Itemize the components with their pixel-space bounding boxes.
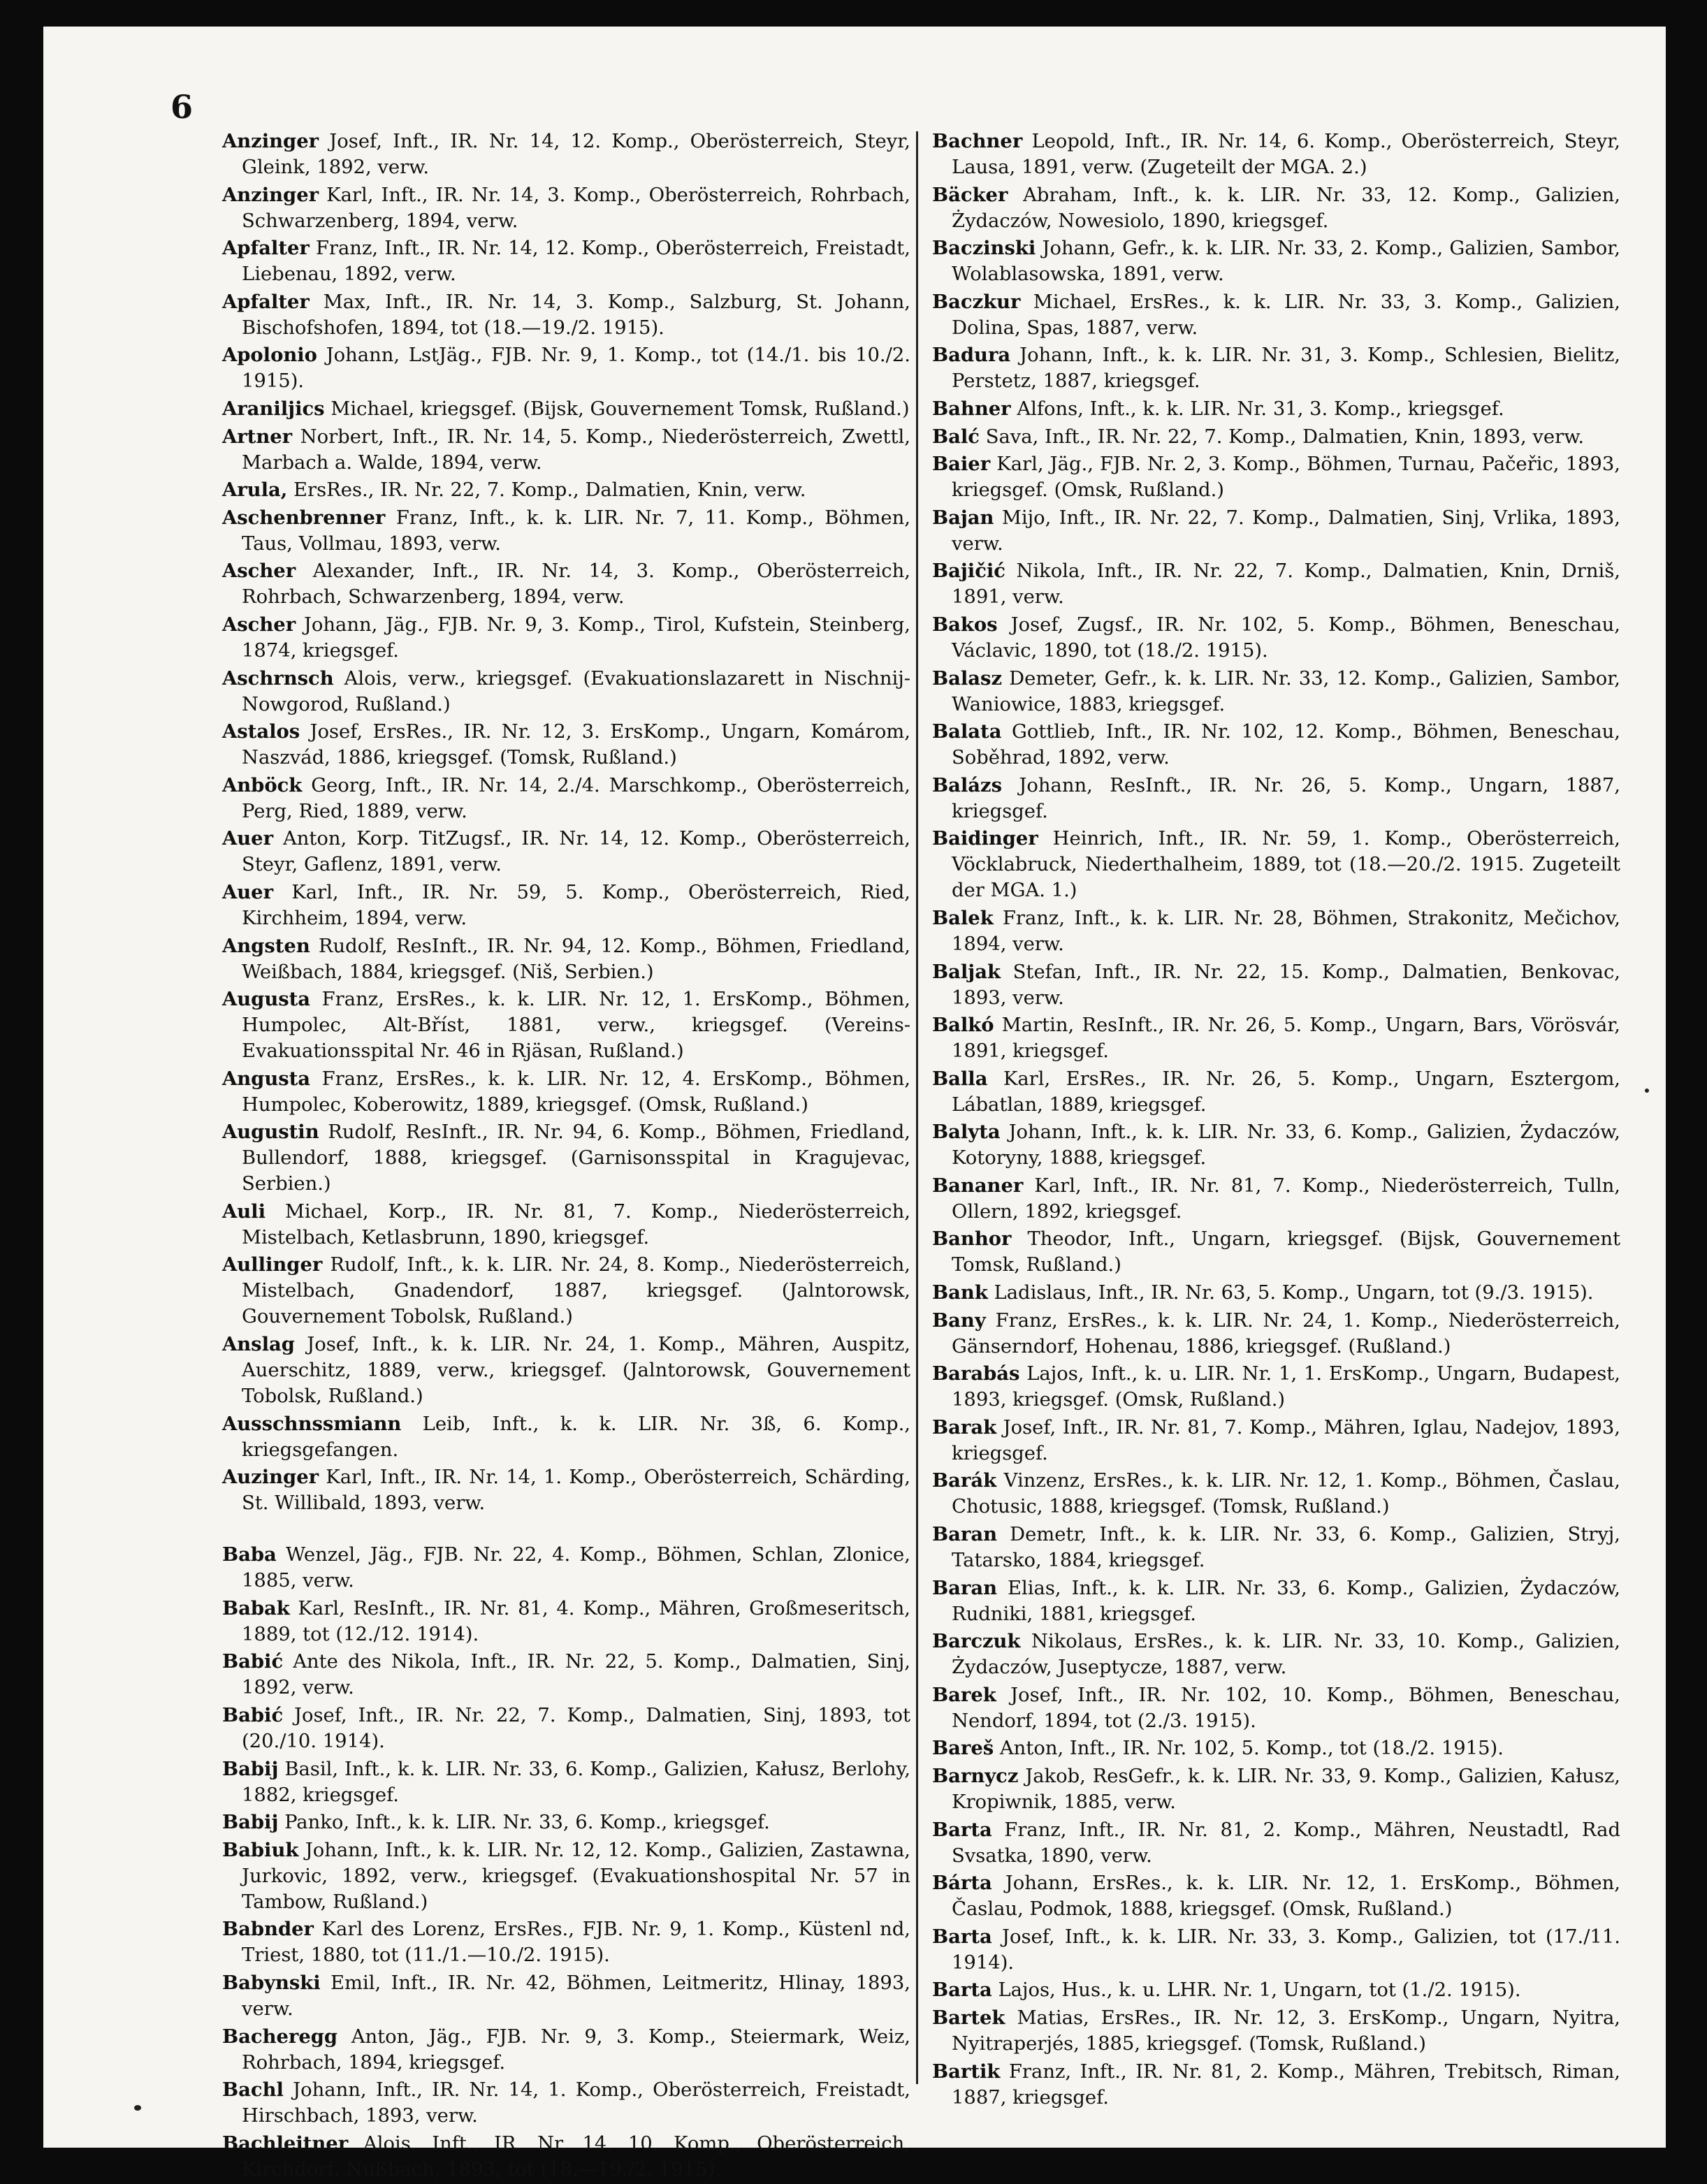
- register-entry: [222, 558, 910, 610]
- entry-details: Franz, Inft., IR. Nr. 14, 12. Komp., Oberösterreich, Freistadt, Liebenau, 1892, verw.: [242, 238, 910, 286]
- entry-details: Johann, Inft., IR. Nr. 14, 1. Komp., Oberösterreich, Freistadt, Hirschbach, 1893, verw.: [242, 2079, 910, 2127]
- register-entry: [932, 1870, 1620, 1922]
- entry-details: Johann, Gefr., k. k. LIR. Nr. 33, 2. Komp., Galizien, Sambor, Wolablasowska, 1891, verw.: [952, 238, 1620, 286]
- entry-surname: Ascher: [222, 560, 296, 583]
- entry-surname: Babij: [222, 1811, 279, 1834]
- register-entry: [932, 289, 1620, 341]
- entry-details: Franz, Inft., k. k. LIR. Nr. 7, 11. Komp., Böhmen, Taus, Vollmau, 1893, verw.: [242, 507, 910, 555]
- ink-speck: [134, 2105, 141, 2111]
- entry-details: Alfons, Inft., k. k. LIR. Nr. 31, 3. Komp., kriegsgef.: [1017, 398, 1504, 420]
- entry-details: Sava, Inft., IR. Nr. 22, 7. Komp., Dalmatien, Knin, 1893, verw.: [985, 425, 1585, 448]
- entry-surname: Babynski: [222, 1972, 321, 1994]
- entry-details: Karl, Inft., IR. Nr. 59, 5. Komp., Oberösterreich, Ried, Kirchheim, 1894, verw.: [242, 881, 911, 929]
- register-entry: [932, 959, 1620, 1011]
- entry-surname: Baran: [932, 1576, 997, 1599]
- entry-surname: Babnder: [222, 1918, 314, 1941]
- entry-details: Karl des Lorenz, ErsRes., FJB. Nr. 9, 1. Komp., Küstenl nd, Triest, 1880, tot (11./1.—10./2. 1915).: [242, 1919, 910, 1967]
- entry-details: Josef, Zugsf., IR. Nr. 102, 5. Komp., Böhmen, Beneschau, Václavic, 1890, tot (18./2. 1915).: [952, 613, 1620, 662]
- entry-surname: Anslag: [222, 1333, 295, 1356]
- register-entry: [222, 1916, 910, 1968]
- entry-details: Michael, ErsRes., k. k. LIR. Nr. 33, 3. Komp., Galizien, Dolina, Spas, 1887, verw.: [952, 291, 1620, 339]
- entry-details: Vinzenz, ErsRes., k. k. LIR. Nr. 12, 1. Komp., Böhmen, Časlau, Chotusic, 1888, kriegsgef. (Tomsk, Rußland.): [952, 1470, 1620, 1518]
- register-entry: [932, 1415, 1620, 1466]
- entry-details: Johann, Inft., k. k. LIR. Nr. 33, 6. Komp., Galizien, Żydaczów, Kotoryny, 1888, kriegsgef.: [952, 1121, 1620, 1170]
- entry-surname: Barabás: [932, 1362, 1020, 1385]
- register-entry: [222, 2077, 910, 2129]
- entry-surname: Auli: [222, 1200, 266, 1223]
- entry-details: Josef, Inft., IR. Nr. 81, 7. Komp., Mähren, Iglau, Nadejov, 1893, kriegsgef.: [952, 1416, 1620, 1464]
- entry-details: Johann, LstJäg., FJB. Nr. 9, 1. Komp., tot (14./1. bis 10./2. 1915).: [242, 344, 911, 393]
- entry-details: Johann, Inft., k. k. LIR. Nr. 12, 12. Komp., Galizien, Zastawna, Jurkovic, 1892, verw., kriegsgef. (Evakuationshospital Nr. 57 in Tambow, Rußland.): [242, 1839, 910, 1913]
- entry-details: Franz, ErsRes., k. k. LIR. Nr. 12, 1. ErsKomp., Böhmen, Humpolec, Alt-Bříst, 1881, verw., kriegsgef. (Vereins-Evakuationsspital Nr. 46 in Rjäsan, Rußland.): [242, 989, 911, 1063]
- entry-details: Leib, Inft., k. k. LIR. Nr. 3ß, 6. Komp., kriegsgefangen.: [242, 1413, 910, 1461]
- entry-surname: Angusta: [222, 1067, 311, 1090]
- register-entry: [932, 1226, 1620, 1278]
- entry-surname: Bahner: [932, 397, 1011, 420]
- register-entry: [222, 1596, 910, 1647]
- entry-surname: Babiuk: [222, 1838, 299, 1861]
- register-entry: [932, 719, 1620, 771]
- entry-surname: Bartik: [932, 2060, 1001, 2083]
- entry-details: Abraham, Inft., k. k. LIR. Nr. 33, 12. Komp., Galizien, Żydaczów, Nowesiolo, 1890, kriegsgef.: [952, 184, 1620, 232]
- entry-details: Demeter, Gefr., k. k. LIR. Nr. 33, 12. Komp., Galizien, Sambor, Waniowice, 1883, kriegsgef.: [952, 667, 1620, 715]
- entry-details: Franz, ErsRes., k. k. LIR. Nr. 12, 4. ErsKomp., Böhmen, Humpolec, Koberowitz, 1889, kriegsgef. (Omsk, Rußland.): [242, 1068, 911, 1116]
- register-entry: [932, 505, 1620, 557]
- entry-details: Gottlieb, Inft., IR. Nr. 102, 12. Komp., Böhmen, Beneschau, Soběhrad, 1892, verw.: [952, 721, 1620, 769]
- register-entry: [222, 129, 910, 180]
- register-entry: [932, 1012, 1620, 1064]
- entry-surname: Balkó: [932, 1014, 994, 1037]
- entry-surname: Barek: [932, 1683, 996, 1706]
- entry-details: Nikolaus, ErsRes., k. k. LIR. Nr. 33, 10. Komp., Galizien, Żydaczów, Juseptycze, 1887, verw.: [952, 1631, 1620, 1679]
- entry-surname: Astalos: [222, 720, 300, 743]
- ink-speck: [1645, 1089, 1649, 1093]
- entry-details: Theodor, Inft., Ungarn, kriegsgef. (Bijsk, Gouvernement Tomsk, Rußland.): [952, 1228, 1620, 1276]
- entry-details: Jakob, ResGefr., k. k. LIR. Nr. 33, 9. Komp., Galizien, Kałusz, Kropiwnik, 1885, verw.: [952, 1766, 1620, 1813]
- register-entry: [222, 505, 910, 557]
- register-entry: [932, 1308, 1620, 1360]
- entry-details: Heinrich, Inft., IR. Nr. 59, 1. Komp., Oberösterreich, Vöcklabruck, Niederthalheim, 1889, tot (18.—20./2. 1915. Zugeteilt der MGA. 1.): [952, 828, 1620, 902]
- entry-details: Georg, Inft., IR. Nr. 14, 2./4. Marschkomp., Oberösterreich, Perg, Ried, 1889, verw.: [242, 774, 910, 822]
- entry-surname: Bareš: [932, 1737, 994, 1760]
- register-entry: [222, 1756, 910, 1808]
- entry-details: Karl, Inft., IR. Nr. 81, 7. Komp., Niederösterreich, Tulln, Ollern, 1892, kriegsgef.: [952, 1174, 1620, 1223]
- entry-details: Mijo, Inft., IR. Nr. 22, 7. Komp., Dalmatien, Sinj, Vrlika, 1893, verw.: [952, 507, 1620, 555]
- register-entry: [932, 773, 1620, 824]
- entry-details: Emil, Inft., IR. Nr. 42, Böhmen, Leitmeritz, Hlinay, 1893, verw.: [242, 1972, 910, 2020]
- register-entry: [222, 1970, 910, 2022]
- entry-surname: Anzinger: [222, 130, 319, 152]
- entry-details: ErsRes., IR. Nr. 22, 7. Komp., Dalmatien, Knin, verw.: [293, 479, 806, 502]
- register-entry: [932, 1361, 1620, 1413]
- register-entry: [222, 477, 910, 503]
- entry-details: Johann, Inft., k. k. LIR. Nr. 31, 3. Komp., Schlesien, Bielitz, Perstetz, 1887, kriegsgef.: [952, 344, 1620, 393]
- register-entry: [932, 558, 1620, 610]
- left-column: [222, 129, 910, 2184]
- register-entry: [222, 289, 910, 341]
- entry-surname: Barak: [932, 1415, 997, 1439]
- register-entry: [932, 342, 1620, 394]
- register-entry: [932, 905, 1620, 957]
- entry-details: Leopold, Inft., IR. Nr. 14, 6. Komp., Oberösterreich, Steyr, Lausa, 1891, verw. (Zugeteilt der MGA. 2.): [952, 131, 1620, 178]
- entry-details: Max, Inft., IR. Nr. 14, 3. Komp., Salzburg, St. Johann, Bischofshofen, 1894, tot (18.—19./2. 1915).: [242, 291, 910, 339]
- entry-details: Rudolf, Inft., k. k. LIR. Nr. 24, 8. Komp., Niederösterreich, Mistelbach, Gnadendorf, 1887, kriegsgef. (Jalntorowsk, Gouvernement Tobolsk, Rußland.): [242, 1254, 910, 1328]
- entry-details: Lajos, Hus., k. u. LHR. Nr. 1, Ungarn, tot (1./2. 1915).: [998, 1979, 1521, 2002]
- register-entry: [932, 1522, 1620, 1573]
- entry-details: Josef, Inft., k. k. LIR. Nr. 33, 3. Komp., Galizien, tot (17./11. 1914).: [952, 1925, 1620, 1974]
- entry-details: Martin, ResInft., IR. Nr. 26, 5. Komp., Ungarn, Bars, Vörösvár, 1891, kriegsgef.: [952, 1014, 1620, 1063]
- entry-details: Basil, Inft., k. k. LIR. Nr. 33, 6. Komp., Galizien, Kałusz, Berlohy, 1882, kriegsgef.: [242, 1758, 911, 1806]
- entry-surname: Baba: [222, 1543, 277, 1566]
- entry-details: Franz, ErsRes., k. k. LIR. Nr. 24, 1. Komp., Niederösterreich, Gänserndorf, Hohenau, 1886, kriegsgef. (Rußland.): [952, 1309, 1620, 1357]
- entry-surname: Augusta: [222, 988, 311, 1011]
- entry-surname: Barta: [932, 1818, 992, 1841]
- entry-details: Ante des Nikola, Inft., IR. Nr. 22, 5. Komp., Dalmatien, Sinj, 1892, verw.: [242, 1651, 910, 1699]
- register-entry: [932, 1280, 1620, 1306]
- entry-surname: Auer: [222, 827, 274, 850]
- register-entry: [932, 1066, 1620, 1118]
- entry-surname: Apfalter: [222, 237, 310, 260]
- entry-surname: Balć: [932, 425, 980, 448]
- register-entry: [222, 719, 910, 771]
- entry-surname: Arula,: [222, 479, 288, 502]
- entry-details: Ladislaus, Inft., IR. Nr. 63, 5. Komp., Ungarn, tot (9./3. 1915).: [994, 1282, 1594, 1304]
- entry-surname: Bartek: [932, 2006, 1005, 2029]
- entry-surname: Araniljics: [222, 397, 325, 420]
- entry-details: Norbert, Inft., IR. Nr. 14, 5. Komp., Niederösterreich, Zwettl, Marbach a. Walde, 1894, verw.: [242, 425, 910, 474]
- entry-details: Karl, ErsRes., IR. Nr. 26, 5. Komp., Ungarn, Esztergom, Lábatlan, 1889, kriegsgef.: [952, 1068, 1620, 1116]
- entry-details: Franz, Inft., IR. Nr. 81, 2. Komp., Mähren, Trebitsch, Riman, 1887, kriegsgef.: [952, 2060, 1620, 2109]
- entry-details: Josef, Inft., IR. Nr. 22, 7. Komp., Dalmatien, Sinj, 1893, tot (20./10. 1914).: [242, 1705, 910, 1753]
- register-entry: [222, 2024, 910, 2076]
- entry-surname: Bakos: [932, 613, 998, 636]
- register-entry: [932, 1817, 1620, 1869]
- register-entry: [932, 182, 1620, 234]
- register-entry: [932, 1575, 1620, 1627]
- entry-surname: Balata: [932, 720, 1002, 743]
- entry-surname: Balasz: [932, 667, 1003, 690]
- register-entry: [222, 396, 910, 422]
- register-entry: [222, 826, 910, 878]
- register-entry: [932, 1924, 1620, 1976]
- register-entry: [932, 1735, 1620, 1761]
- entry-surname: Bárta: [932, 1872, 992, 1895]
- entry-details: Alois, verw., kriegsgef. (Evakuationslazarett in Nischnij-Nowgorod, Rußland.): [242, 667, 910, 715]
- entry-details: Rudolf, ResInft., IR. Nr. 94, 12. Komp., Böhmen, Friedland, Weißbach, 1884, kriegsgef. (Niš, Serbien.): [242, 935, 910, 983]
- entry-surname: Barnycz: [932, 1765, 1019, 1787]
- entry-details: Matias, ErsRes., IR. Nr. 12, 3. ErsKomp., Ungarn, Nyitra, Nyitraperjés, 1885, kriegsgef. (Tomsk, Rußland.): [952, 2007, 1620, 2055]
- entry-surname: Babić: [222, 1650, 284, 1673]
- entry-details: Rudolf, ResInft., IR. Nr. 94, 6. Komp., Böhmen, Friedland, Bullendorf, 1888, kriegsgef. (Garnisonsspital in Kragujevac, Serbien.): [242, 1121, 910, 1195]
- register-entry: [932, 396, 1620, 422]
- register-entry: [222, 666, 910, 718]
- entry-details: Nikola, Inft., IR. Nr. 22, 7. Komp., Dalmatien, Knin, Drniš, 1891, verw.: [952, 560, 1620, 609]
- register-entry: [932, 1682, 1620, 1734]
- register-entry: [932, 1763, 1620, 1815]
- entry-details: Michael, kriegsgef. (Bijsk, Gouvernement Tomsk, Rußland.): [330, 398, 910, 420]
- entry-details: Franz, Inft., k. k. LIR. Nr. 28, Böhmen, Strakonitz, Mečichov, 1894, verw.: [952, 907, 1620, 955]
- entry-details: Lajos, Inft., k. u. LIR. Nr. 1, 1. ErsKomp., Ungarn, Budapest, 1893, kriegsgef. (Omsk, Rußland.): [952, 1363, 1620, 1411]
- register-entry: [222, 1199, 910, 1251]
- entry-surname: Anzinger: [222, 183, 319, 206]
- entry-details: Johann, Jäg., FJB. Nr. 9, 3. Komp., Tirol, Kufstein, Steinberg, 1874, kriegsgef.: [242, 613, 910, 662]
- entry-surname: Apfalter: [222, 290, 310, 313]
- entry-surname: Balla: [932, 1067, 988, 1090]
- document-page: [43, 27, 1666, 2181]
- entry-surname: Ascher: [222, 613, 296, 636]
- entry-details: Anton, Inft., IR. Nr. 102, 5. Komp., tot (18./2. 1915).: [999, 1738, 1504, 1760]
- register-entry: [222, 1837, 910, 1915]
- entry-surname: Anböck: [222, 773, 303, 796]
- entry-surname: Aschrnsch: [222, 667, 334, 690]
- entry-details: Josef, Inft., k. k. LIR. Nr. 24, 1. Komp., Mähren, Auspitz, Auerschitz, 1889, verw., kriegsgef. (Jalntorowsk, Gouvernement Tobolsk, Rußland.): [242, 1334, 910, 1408]
- register-entry: [932, 1629, 1620, 1680]
- entry-surname: Baljak: [932, 960, 1001, 983]
- entry-details: Johann, ErsRes., k. k. LIR. Nr. 12, 1. ErsKomp., Böhmen, Časlau, Podmok, 1888, kriegsgef. (Omsk, Rußland.): [952, 1872, 1620, 1921]
- entry-details: Josef, ErsRes., IR. Nr. 12, 3. ErsKomp., Ungarn, Komárom, Naszvád, 1886, kriegsgef. (Tomsk, Rußland.): [242, 721, 910, 769]
- register-entry: [222, 1119, 910, 1197]
- entry-details: Elias, Inft., k. k. LIR. Nr. 33, 6. Komp., Galizien, Żydaczów, Rudniki, 1881, kriegsgef.: [952, 1577, 1620, 1625]
- register-entry: [222, 1810, 910, 1835]
- entry-details: Johann, ResInft., IR. Nr. 26, 5. Komp., Ungarn, 1887, kriegsgef.: [952, 774, 1620, 822]
- register-entry: [222, 1464, 910, 1516]
- entry-surname: Baran: [932, 1523, 997, 1546]
- entry-surname: Balázs: [932, 773, 1003, 796]
- entry-surname: Artner: [222, 425, 293, 448]
- register-entry: [222, 182, 910, 234]
- entry-details: Alexander, Inft., IR. Nr. 14, 3. Komp., Oberösterreich, Rohrbach, Schwarzenberg, 1894, verw.: [242, 560, 910, 609]
- register-entry: [932, 826, 1620, 903]
- entry-surname: Barczuk: [932, 1630, 1021, 1653]
- entry-details: Karl, Inft., IR. Nr. 14, 3. Komp., Oberösterreich, Rohrbach, Schwarzenberg, 1894, verw.: [242, 184, 910, 232]
- register-entry: [932, 129, 1620, 180]
- register-entry: [222, 1252, 910, 1330]
- entry-surname: Bacheregg: [222, 2025, 338, 2048]
- entry-surname: Bachl: [222, 2079, 284, 2102]
- entry-surname: Aullinger: [222, 1253, 323, 1276]
- entry-surname: Bananer: [932, 1174, 1024, 1197]
- entry-surname: Bank: [932, 1281, 988, 1304]
- entry-details: Karl, Inft., IR. Nr. 14, 1. Komp., Oberösterreich, Schärding, St. Willibald, 1893, verw.: [242, 1466, 910, 1515]
- register-entry: [222, 1703, 910, 1754]
- register-entry: [222, 773, 910, 824]
- register-entry: [932, 2005, 1620, 2057]
- entry-details: Franz, Inft., IR. Nr. 81, 2. Komp., Mähren, Neustadtl, Rad Svsatka, 1890, verw.: [952, 1819, 1620, 1867]
- entry-surname: Babić: [222, 1704, 284, 1727]
- entry-surname: Bajičić: [932, 560, 1005, 583]
- register-entry: [932, 1977, 1620, 2003]
- register-entry: [222, 933, 910, 985]
- register-entry: [932, 1119, 1620, 1171]
- entry-details: Karl, ResInft., IR. Nr. 81, 4. Komp., Mähren, Großmeseritsch, 1889, tot (12./12. 1914).: [242, 1597, 910, 1645]
- entry-surname: Auzinger: [222, 1466, 319, 1489]
- entry-surname: Baidinger: [932, 827, 1038, 850]
- entry-surname: Barta: [932, 1979, 992, 2002]
- register-entry: [932, 424, 1620, 450]
- entry-details: Michael, Korp., IR. Nr. 81, 7. Komp., Niederösterreich, Mistelbach, Ketlasbrunn, 1890, kriegsgef.: [242, 1200, 910, 1248]
- right-column: [932, 129, 1620, 2112]
- entry-surname: Baczinski: [932, 237, 1036, 260]
- entry-details: Wenzel, Jäg., FJB. Nr. 22, 4. Komp., Böhmen, Schlan, Zlonice, 1885, verw.: [242, 1544, 910, 1592]
- entry-details: Josef, Inft., IR. Nr. 102, 10. Komp., Böhmen, Beneschau, Nendorf, 1894, tot (2./3. 1915).: [952, 1684, 1620, 1732]
- register-entry: [932, 2059, 1620, 2111]
- entry-surname: Bajan: [932, 506, 994, 529]
- register-entry: [932, 1173, 1620, 1225]
- entry-details: Stefan, Inft., IR. Nr. 22, 15. Komp., Dalmatien, Benkovac, 1893, verw.: [952, 961, 1620, 1009]
- entry-surname: Apolonio: [222, 344, 317, 367]
- register-entry: [222, 1066, 910, 1118]
- entry-surname: Angsten: [222, 934, 310, 957]
- entry-surname: Balyta: [932, 1121, 1001, 1144]
- entry-details: Anton, Korp. TitZugsf., IR. Nr. 14, 12. Komp., Oberösterreich, Steyr, Gaflenz, 1891, verw.: [242, 828, 910, 876]
- register-entry: [222, 1411, 910, 1463]
- register-entry: [932, 235, 1620, 287]
- register-entry: [222, 1649, 910, 1701]
- register-entry: [932, 1468, 1620, 1520]
- register-entry: [222, 2131, 910, 2183]
- entry-surname: Ausschnssmiann: [222, 1412, 402, 1435]
- entry-surname: Baczkur: [932, 290, 1021, 313]
- entry-surname: Bachner: [932, 130, 1023, 152]
- entry-surname: Bachleitner: [222, 2132, 349, 2155]
- entry-surname: Badura: [932, 344, 1011, 367]
- entry-details: Demetr, Inft., k. k. LIR. Nr. 33, 6. Komp., Galizien, Stryj, Tatarsko, 1884, kriegsgef.: [952, 1524, 1620, 1572]
- entry-surname: Barta: [932, 1925, 992, 1948]
- entry-details: Anton, Jäg., FJB. Nr. 9, 3. Komp., Steiermark, Weiz, Rohrbach, 1894, kriegsgef.: [242, 2025, 910, 2074]
- register-entry: [222, 987, 910, 1064]
- register-entry: [222, 612, 910, 664]
- entry-details: Alois, Inft., IR. Nr. 14, 10. Komp., Oberösterreich, Kirchdorf, Nußbach, 1893, tot (18.—19./2. 1915).: [242, 2132, 910, 2181]
- entry-details: Josef, Inft., IR. Nr. 14, 12. Komp., Oberösterreich, Steyr, Gleink, 1892, verw.: [242, 131, 910, 178]
- register-entry: [222, 1542, 910, 1594]
- entry-surname: Barák: [932, 1469, 997, 1492]
- register-entry: [222, 424, 910, 476]
- register-entry: [222, 235, 910, 287]
- page-number: 6: [170, 88, 194, 126]
- entry-surname: Babak: [222, 1596, 290, 1619]
- entry-details: Panko, Inft., k. k. LIR. Nr. 33, 6. Komp., kriegsgef.: [284, 1812, 770, 1834]
- entry-surname: Babij: [222, 1757, 279, 1780]
- register-entry: [222, 342, 910, 394]
- entry-surname: Auer: [222, 880, 274, 903]
- entry-surname: Baier: [932, 453, 991, 476]
- column-divider: [916, 131, 918, 2084]
- register-entry: [932, 451, 1620, 503]
- entry-details: Karl, Jäg., FJB. Nr. 2, 3. Komp., Böhmen, Turnau, Pačeřic, 1893, kriegsgef. (Omsk, Rußland.): [952, 453, 1620, 502]
- entry-surname: Aschenbrenner: [222, 506, 386, 529]
- entry-surname: Banhor: [932, 1228, 1012, 1251]
- entry-surname: Bany: [932, 1309, 986, 1332]
- entry-surname: Balek: [932, 906, 994, 929]
- register-entry: [932, 666, 1620, 718]
- entry-surname: Augustin: [222, 1121, 319, 1144]
- register-entry: [222, 880, 910, 931]
- register-entry: [932, 612, 1620, 664]
- entry-surname: Bäcker: [932, 183, 1008, 206]
- register-entry: [222, 1332, 910, 1409]
